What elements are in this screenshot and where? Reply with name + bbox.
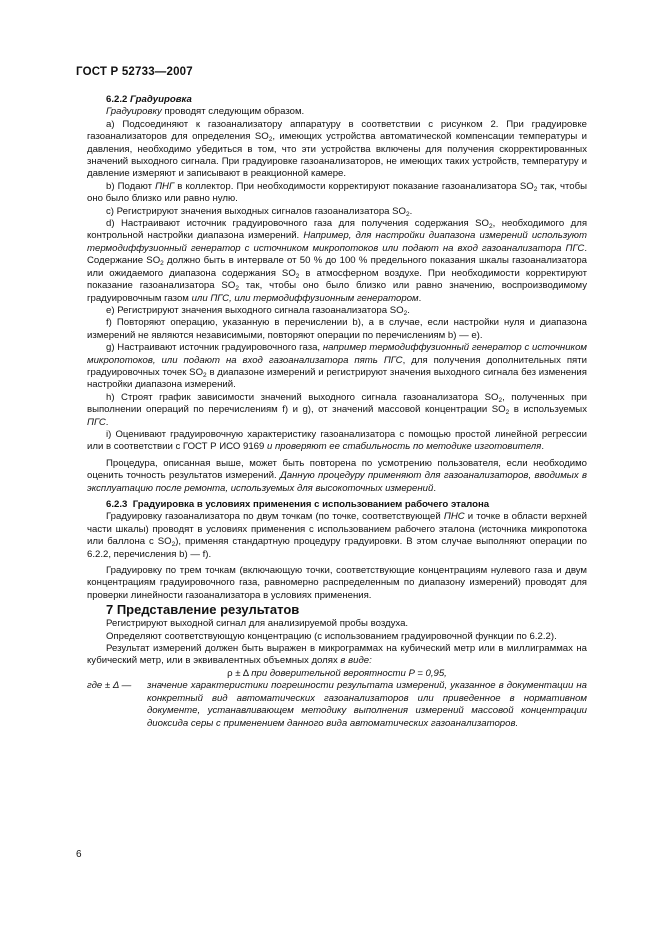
section-6-2-2-heading: 6.2.2 Градуировка: [106, 94, 192, 105]
list-item-h: h) Строят график зависимости значений выходного сигнала газоанализатора $SO_2$, полученных при выполнении операций по перечислениям f) и g), от значений массовой концентрации $SO_2$ в используемых ПГС.: [87, 391, 588, 428]
standard-code-header: ГОСТ Р 52733—2007: [76, 66, 193, 78]
list-item-c: c) Регистрируют значения выходных сигналов газоанализатора $SO_2$.: [106, 205, 413, 218]
list-item-d: d) Настраивают источник градуировочного газа для получения содержания $SO_2$, необходимого для контрольной настройки диапазона измерений. Например, для настройки диапазона измерений используют термодиффузионный генератор с источником микропотоков или подают на вход газоанализатора ПГС. Содержание $SO_2$ должно быть в интервале от 50 % до 100 % предельного показания шкалы газоанализатора или ожидаемого диапазона содержания $SO_2$ в атмосферном воздухе. При необходимости корректируют показание газоанализатора $SO_2$ так, чтобы оно было близко или равно значению, воспроизводимому градуировочным газом или ПГС, или термодиффузионным генератором.: [87, 218, 588, 304]
formula: ρ ± Δ при доверительной вероятности P = 0,95,: [227, 667, 447, 679]
paragraph: Определяют соответствующую концентрацию (с использованием градуировочной функции по 6.2.2).: [106, 630, 557, 642]
paragraph: Градуировку по трем точкам (включающую точки, соответствующие концентрациям нулевого газа и двум концентрациям градуировочного газа, равномерно распределенным по диапазону измерений) проводят для проверки линейности газоанализатора в условиях применения.: [87, 565, 587, 601]
page-number: 6: [76, 849, 82, 860]
document-body: [87, 94, 587, 730]
list-item-g: g) Настраивают источник градуировочного газа, например термодиффузионный генератор с источником микропотоков, или подают на вход газоанализатора пять ПГС, для получения дополнительных пяти градуировочных точек $SO_2$ в диапазоне измерений и регистрируют значения выходного сигнала без изменения настройки диапазона измерений.: [87, 342, 587, 391]
formula-explanation: где ± Δ — значение характеристики погрешности результата измерений, указанное в документации на конкретный вид автоматических газоанализаторов или приведенное в нормативном документе, устанавливающем методику выполнения измерений массовой концентрации диоксида серы с применением данного вида автоматических газоанализаторов.: [87, 680, 587, 729]
list-item-a: а) Подсоединяют к газоанализатору аппаратуру в соответствии с рисунком 2. При градуировке газоанализаторов для определения $SO_2$, имеющих устройства автоматической компенсации температуры и давления, необходимо убедиться в том, что эти устройства включены для получения скорректированных значений выходного сигнала. При градуировке газоанализаторов, не имеющих таких устройств, температуру и давление измеряют и записывают в реакционной камере.: [87, 118, 587, 180]
list-item-b: b) Подают ПНГ в коллектор. При необходимости корректируют показание газоанализатора $SO_2$ так, чтобы оно было близко или равно нулю.: [87, 180, 588, 205]
list-item-e: e) Регистрируют значения выходного сигнала газоанализатора $SO_2$.: [106, 304, 410, 317]
paragraph: Градуировку проводят следующим образом.: [106, 106, 305, 118]
paragraph: Результат измерений должен быть выражен в микрограммах на кубический метр или в миллиграммах на кубический метр, или в эквивалентных объемных долях в виде:: [87, 643, 587, 667]
list-item-i: i) Оценивают градуировочную характеристику газоанализатора с помощью простой линейной регрессии или в соответствии с ГОСТ Р ИСО 9169 и проверяют ее стабильность по методике изготовителя.: [87, 428, 587, 453]
paragraph-procedure: Процедура, описанная выше, может быть повторена по усмотрению пользователя, если необходимо оценить точность результатов измерений. Данную процедуру применяют для газоанализаторов, вводимых в эксплуатацию после ремонта, используемых для высокоточных измерений.: [87, 457, 587, 494]
paragraph: Градуировку газоанализатора по двум точкам (по точке, соответствующей ПНС и точке в области верхней части шкалы) проводят в условиях применения с использованием рабочего эталона (источника микропотока или баллона с $SO_2$), применяя стандартную процедуру градуировки. В этом случае выполняют операции по 6.2.2, перечисления b) — f).: [87, 511, 588, 560]
section-6-2-3-heading: 6.2.3 Градуировка в условиях применения с использованием рабочего эталона: [106, 499, 490, 510]
section-7-heading: 7 Представление результатов: [106, 602, 300, 618]
list-item-f: f) Повторяют операцию, указанную в перечислении b), а в случае, если настройки нуля и диапазона измерений не являются независимыми, повторяют операции по перечислениям b) — e).: [87, 317, 587, 341]
paragraph: Регистрируют выходной сигнал для анализируемой пробы воздуха.: [106, 618, 409, 630]
